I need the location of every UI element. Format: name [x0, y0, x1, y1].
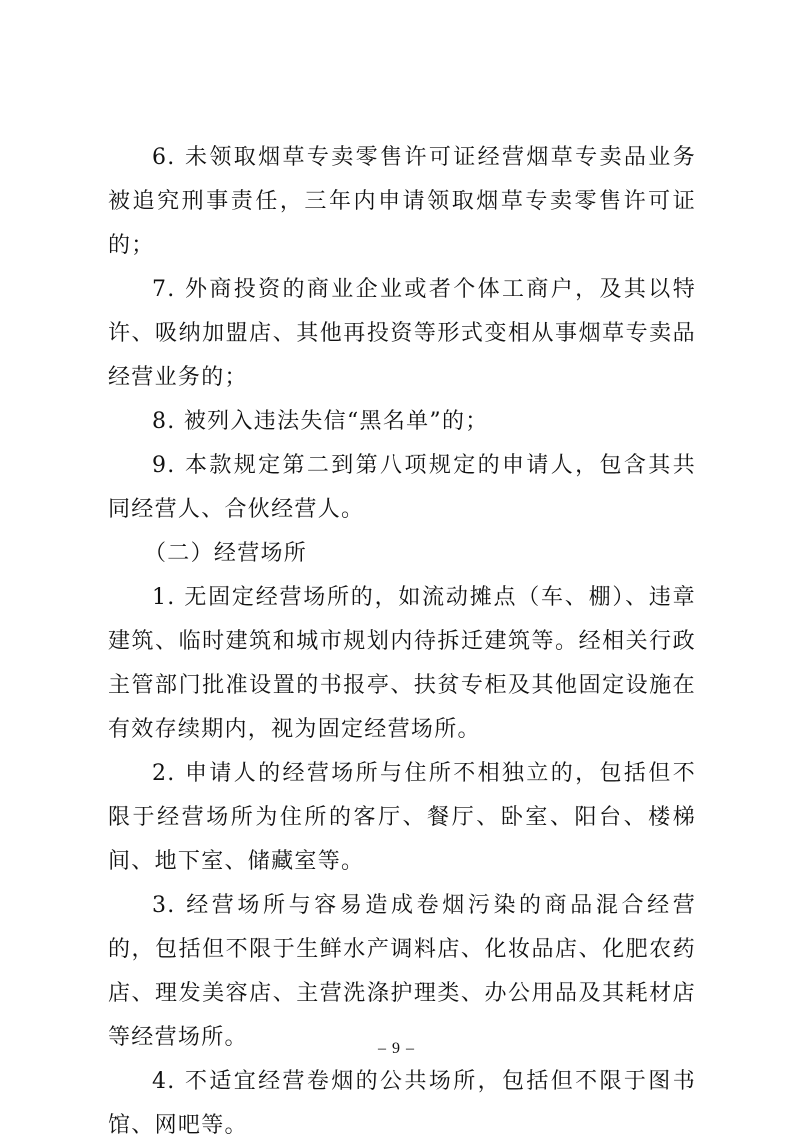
document-body: [108, 136, 696, 1148]
section-heading-business-premises: （二）经营场所: [144, 541, 308, 566]
page-number: – 9 –: [378, 1040, 415, 1057]
paragraph-item-8: 8. 被列入违法失信“黑名单”的；: [152, 409, 489, 434]
paragraph-premises-2: 2. 申请人的经营场所与住所不相独立的，包括但不限于经营场所为住所的客厅、餐厅、卧室、阳台、楼梯间、地下室、储藏室等。: [108, 761, 696, 874]
paragraph-item-9: 9. 本款规定第二到第八项规定的申请人，包含其共同经营人、合伙经营人。: [108, 453, 696, 522]
paragraph-premises-4: 4. 不适宜经营卷烟的公共场所，包括但不限于图书馆、网吧等。: [108, 1069, 696, 1138]
paragraph-item-7: 7. 外商投资的商业企业或者个体工商户，及其以特许、吸纳加盟店、其他再投资等形式变相从事烟草专卖品经营业务的；: [108, 277, 696, 390]
paragraph-premises-3: 3. 经营场所与容易造成卷烟污染的商品混合经营的，包括但不限于生鲜水产调料店、化妆品店、化肥农药店、理发美容店、主营洗涤护理类、办公用品及其耗材店等经营场所。: [108, 893, 696, 1050]
paragraph-item-6: 6. 未领取烟草专卖零售许可证经营烟草专卖品业务被追究刑事责任，三年内申请领取烟草专卖零售许可证的；: [108, 145, 696, 258]
paragraph-premises-1: 1. 无固定经营场所的，如流动摊点（车、棚）、违章建筑、临时建筑和城市规划内待拆迁建筑等。经相关行政主管部门批准设置的书报亭、扶贫专柜及其他固定设施在有效存续期内，视为固定经营场所。: [108, 585, 696, 742]
